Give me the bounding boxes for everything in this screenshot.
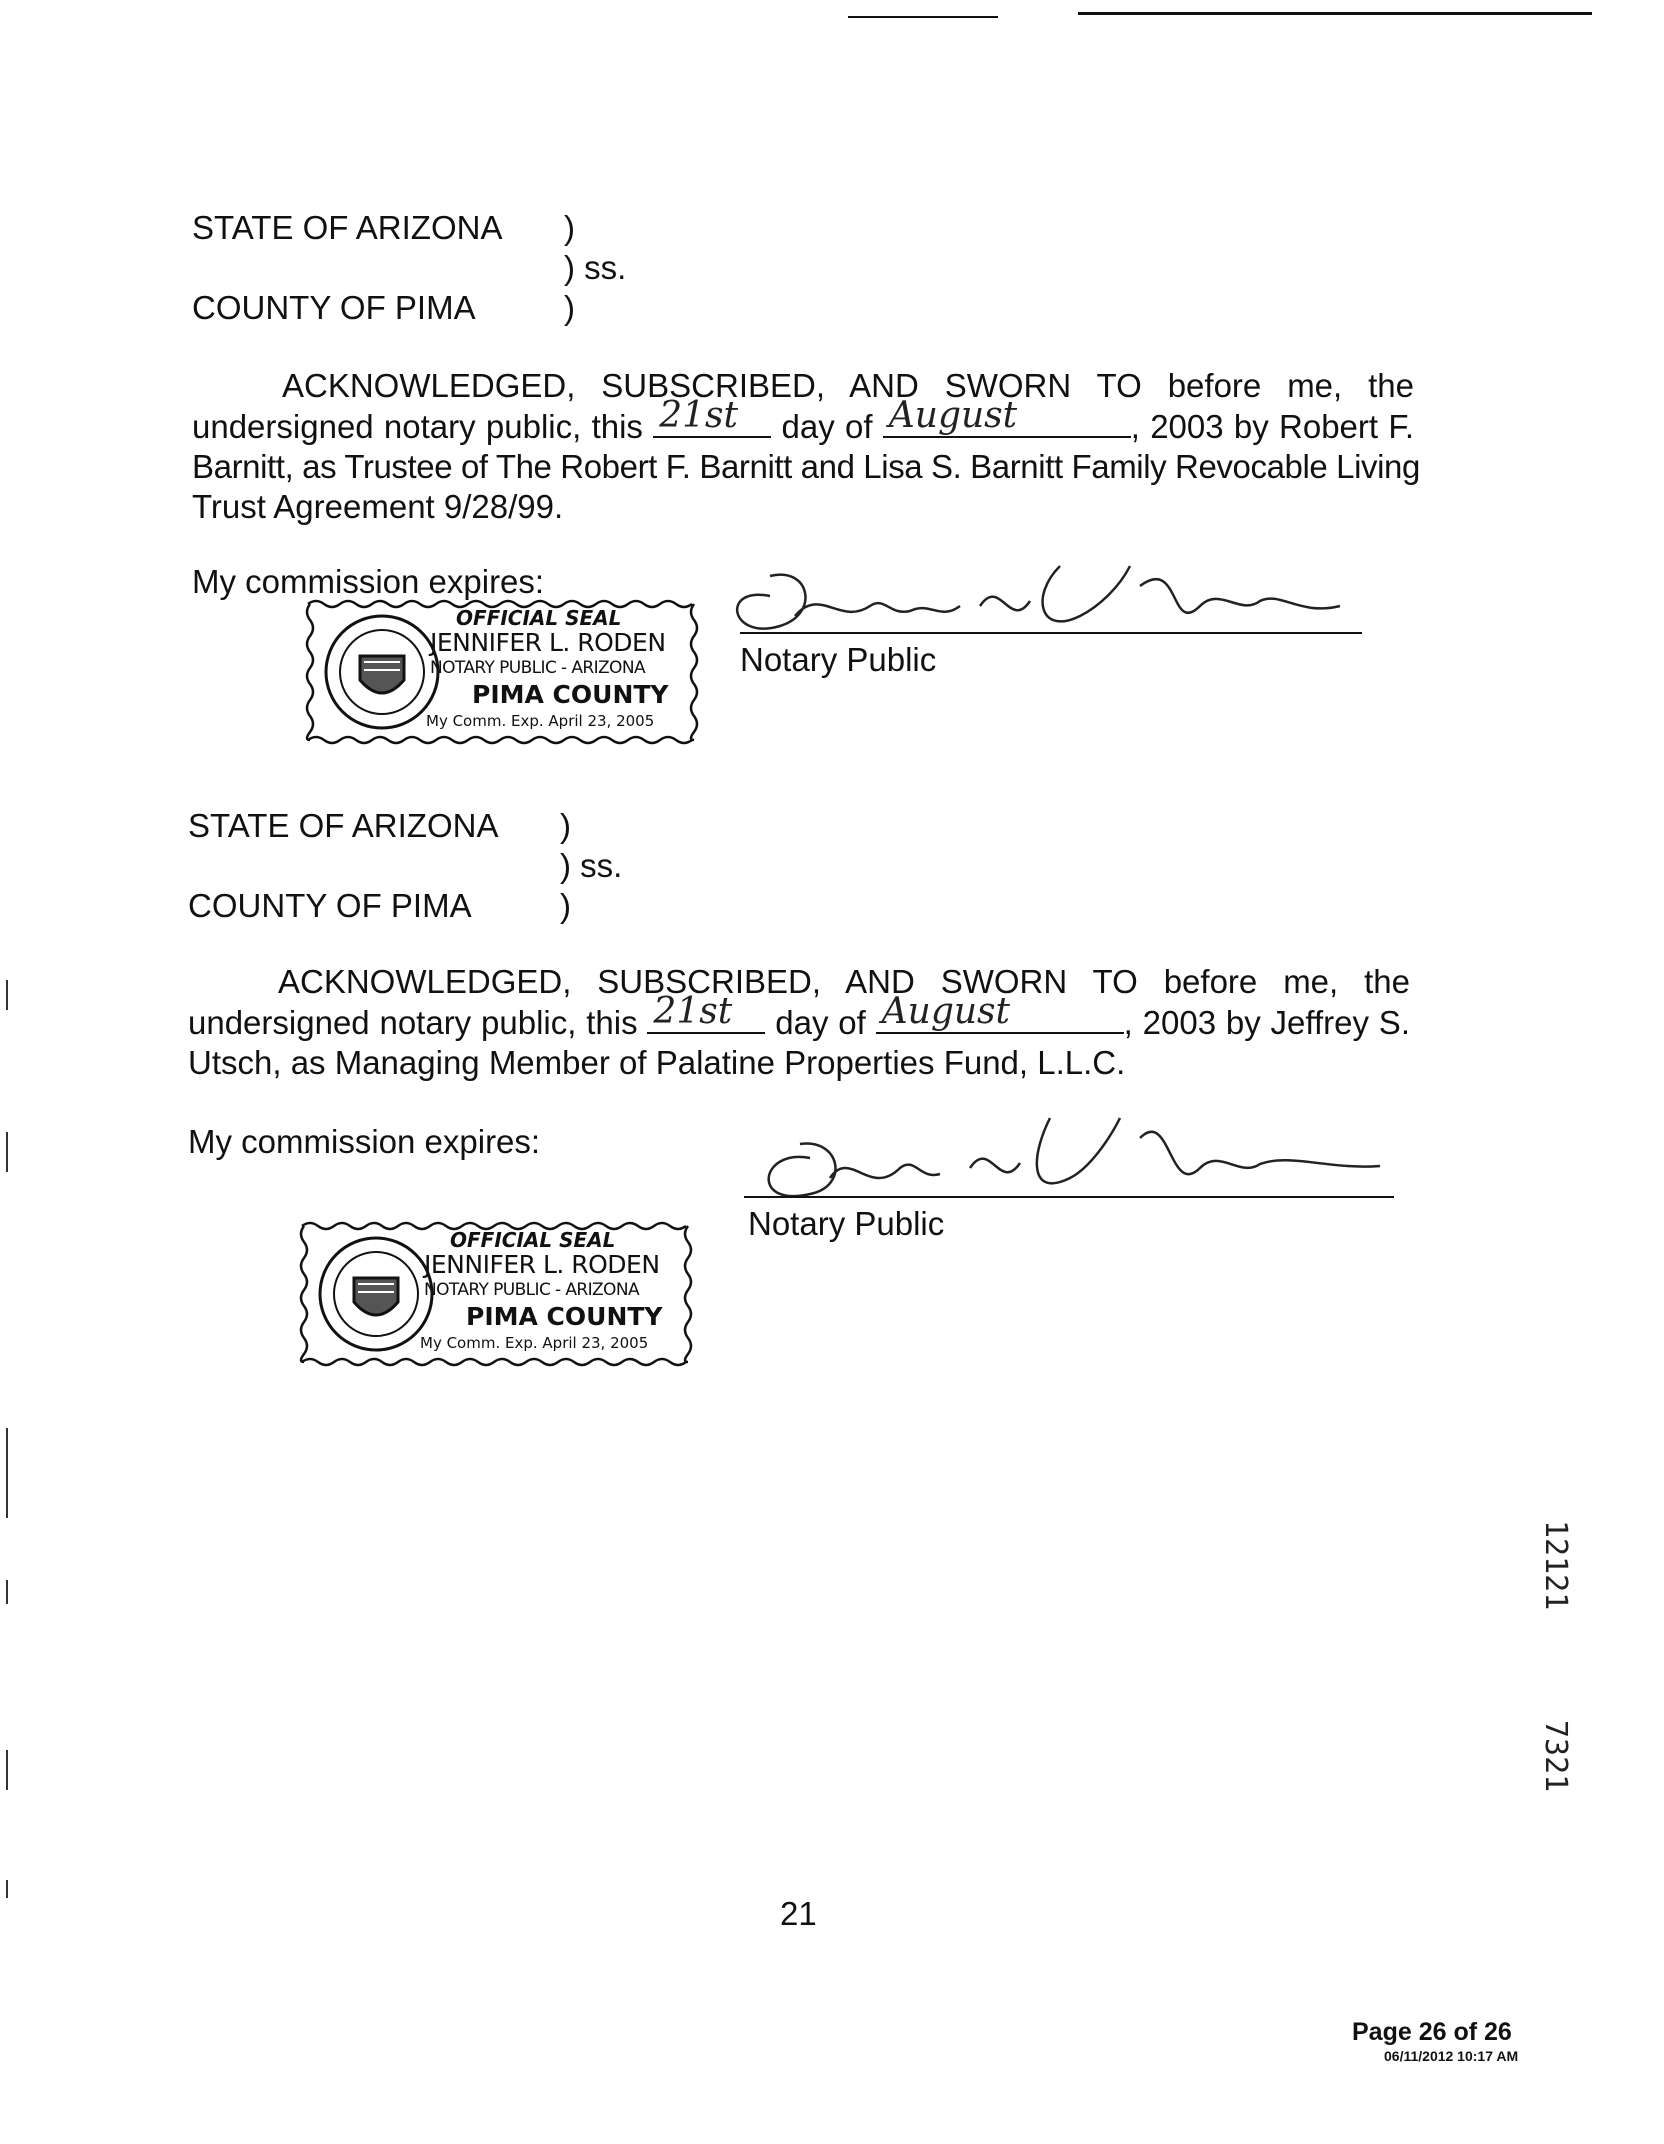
- ack-line: undersigned notary public, this 21st day of August , 2003 by Robert F.: [192, 395, 1414, 445]
- day-handwritten: 21st: [659, 395, 738, 436]
- margin-stamp-lower: 7321: [1538, 1720, 1573, 1793]
- acknowledgment-paragraph: [192, 366, 1420, 527]
- seal-county: PIMA COUNTY: [466, 1302, 663, 1331]
- county-heading: COUNTY OF PIMA: [192, 289, 476, 326]
- county-heading: COUNTY OF PIMA: [188, 887, 472, 924]
- ack-line: Trust Agreement 9/28/99.: [192, 488, 564, 525]
- seal-title: OFFICIAL SEAL: [456, 606, 622, 630]
- ack-line: Utsch, as Managing Member of Palatine Properties Fund, L.L.C.: [188, 1044, 1126, 1081]
- acknowledgment-paragraph: [188, 962, 1410, 1083]
- top-rule-long: [1078, 12, 1592, 15]
- seal-title: OFFICIAL SEAL: [450, 1228, 616, 1252]
- state-heading: STATE OF ARIZONA: [188, 807, 499, 844]
- state-heading: STATE OF ARIZONA: [192, 209, 503, 246]
- venue-paren: ): [560, 887, 571, 924]
- month-blank: [876, 991, 1124, 1034]
- scan-mark: [6, 1428, 8, 1518]
- notary-seal: [302, 596, 702, 746]
- seal-county: PIMA COUNTY: [472, 680, 669, 709]
- print-timestamp: 06/11/2012 10:17 AM: [1384, 2048, 1519, 2064]
- seal-expiration: My Comm. Exp. April 23, 2005: [426, 712, 655, 730]
- top-rule-short: [848, 16, 998, 18]
- margin-stamp-upper: 12121: [1538, 1520, 1573, 1611]
- signature-text: Jennifer L Roden: [730, 1098, 738, 1099]
- signature-line: [740, 632, 1362, 634]
- page-count: Page 26 of 26: [1352, 2018, 1512, 2046]
- venue-paren: ): [560, 807, 571, 844]
- notary-signature: [730, 1098, 1390, 1218]
- ss-label: ) ss.: [564, 249, 627, 286]
- day-blank: [653, 395, 771, 438]
- notary-public-label: Notary Public: [748, 1205, 945, 1242]
- ack-line: Barnitt, as Trustee of The Robert F. Barnitt and Lisa S. Barnitt Family Revocable Living: [192, 448, 1420, 485]
- day-handwritten: 21st: [653, 991, 733, 1032]
- scan-mark: [6, 980, 8, 1010]
- month-handwritten: August: [888, 395, 1018, 436]
- venue-paren: ): [564, 289, 575, 326]
- ss-label: ) ss.: [560, 847, 623, 884]
- seal-commission-title: NOTARY PUBLIC - ARIZONA: [424, 1280, 639, 1300]
- scan-mark: [6, 1580, 8, 1604]
- month-blank: [883, 395, 1131, 438]
- ack-line: ACKNOWLEDGED, SUBSCRIBED, AND SWORN TO before me, the: [282, 367, 1414, 404]
- commission-label: My commission expires:: [192, 563, 545, 600]
- month-handwritten: August: [881, 991, 1010, 1032]
- commission-label: My commission expires:: [188, 1123, 541, 1160]
- day-blank: [647, 991, 765, 1034]
- signature-line: [744, 1196, 1394, 1198]
- page-number: 21: [780, 1895, 817, 1932]
- seal-expiration: My Comm. Exp. April 23, 2005: [420, 1334, 649, 1352]
- notary-seal: [296, 1218, 696, 1368]
- venue-paren: ): [564, 209, 575, 246]
- ack-line: undersigned notary public, this 21st day of August , 2003 by Jeffrey S.: [188, 991, 1410, 1041]
- scan-mark: [6, 1750, 8, 1790]
- notary-public-label: Notary Public: [740, 641, 937, 678]
- seal-name: JENNIFER L. RODEN: [424, 1250, 660, 1279]
- ack-line: ACKNOWLEDGED, SUBSCRIBED, AND SWORN TO before me, the: [278, 963, 1410, 1000]
- signature-text: Jennifer L Roden: [700, 546, 708, 547]
- seal-name: JENNIFER L. RODEN: [430, 628, 666, 657]
- scan-mark: [6, 1880, 8, 1898]
- seal-commission-title: NOTARY PUBLIC - ARIZONA: [430, 658, 645, 678]
- scan-mark: [6, 1132, 8, 1172]
